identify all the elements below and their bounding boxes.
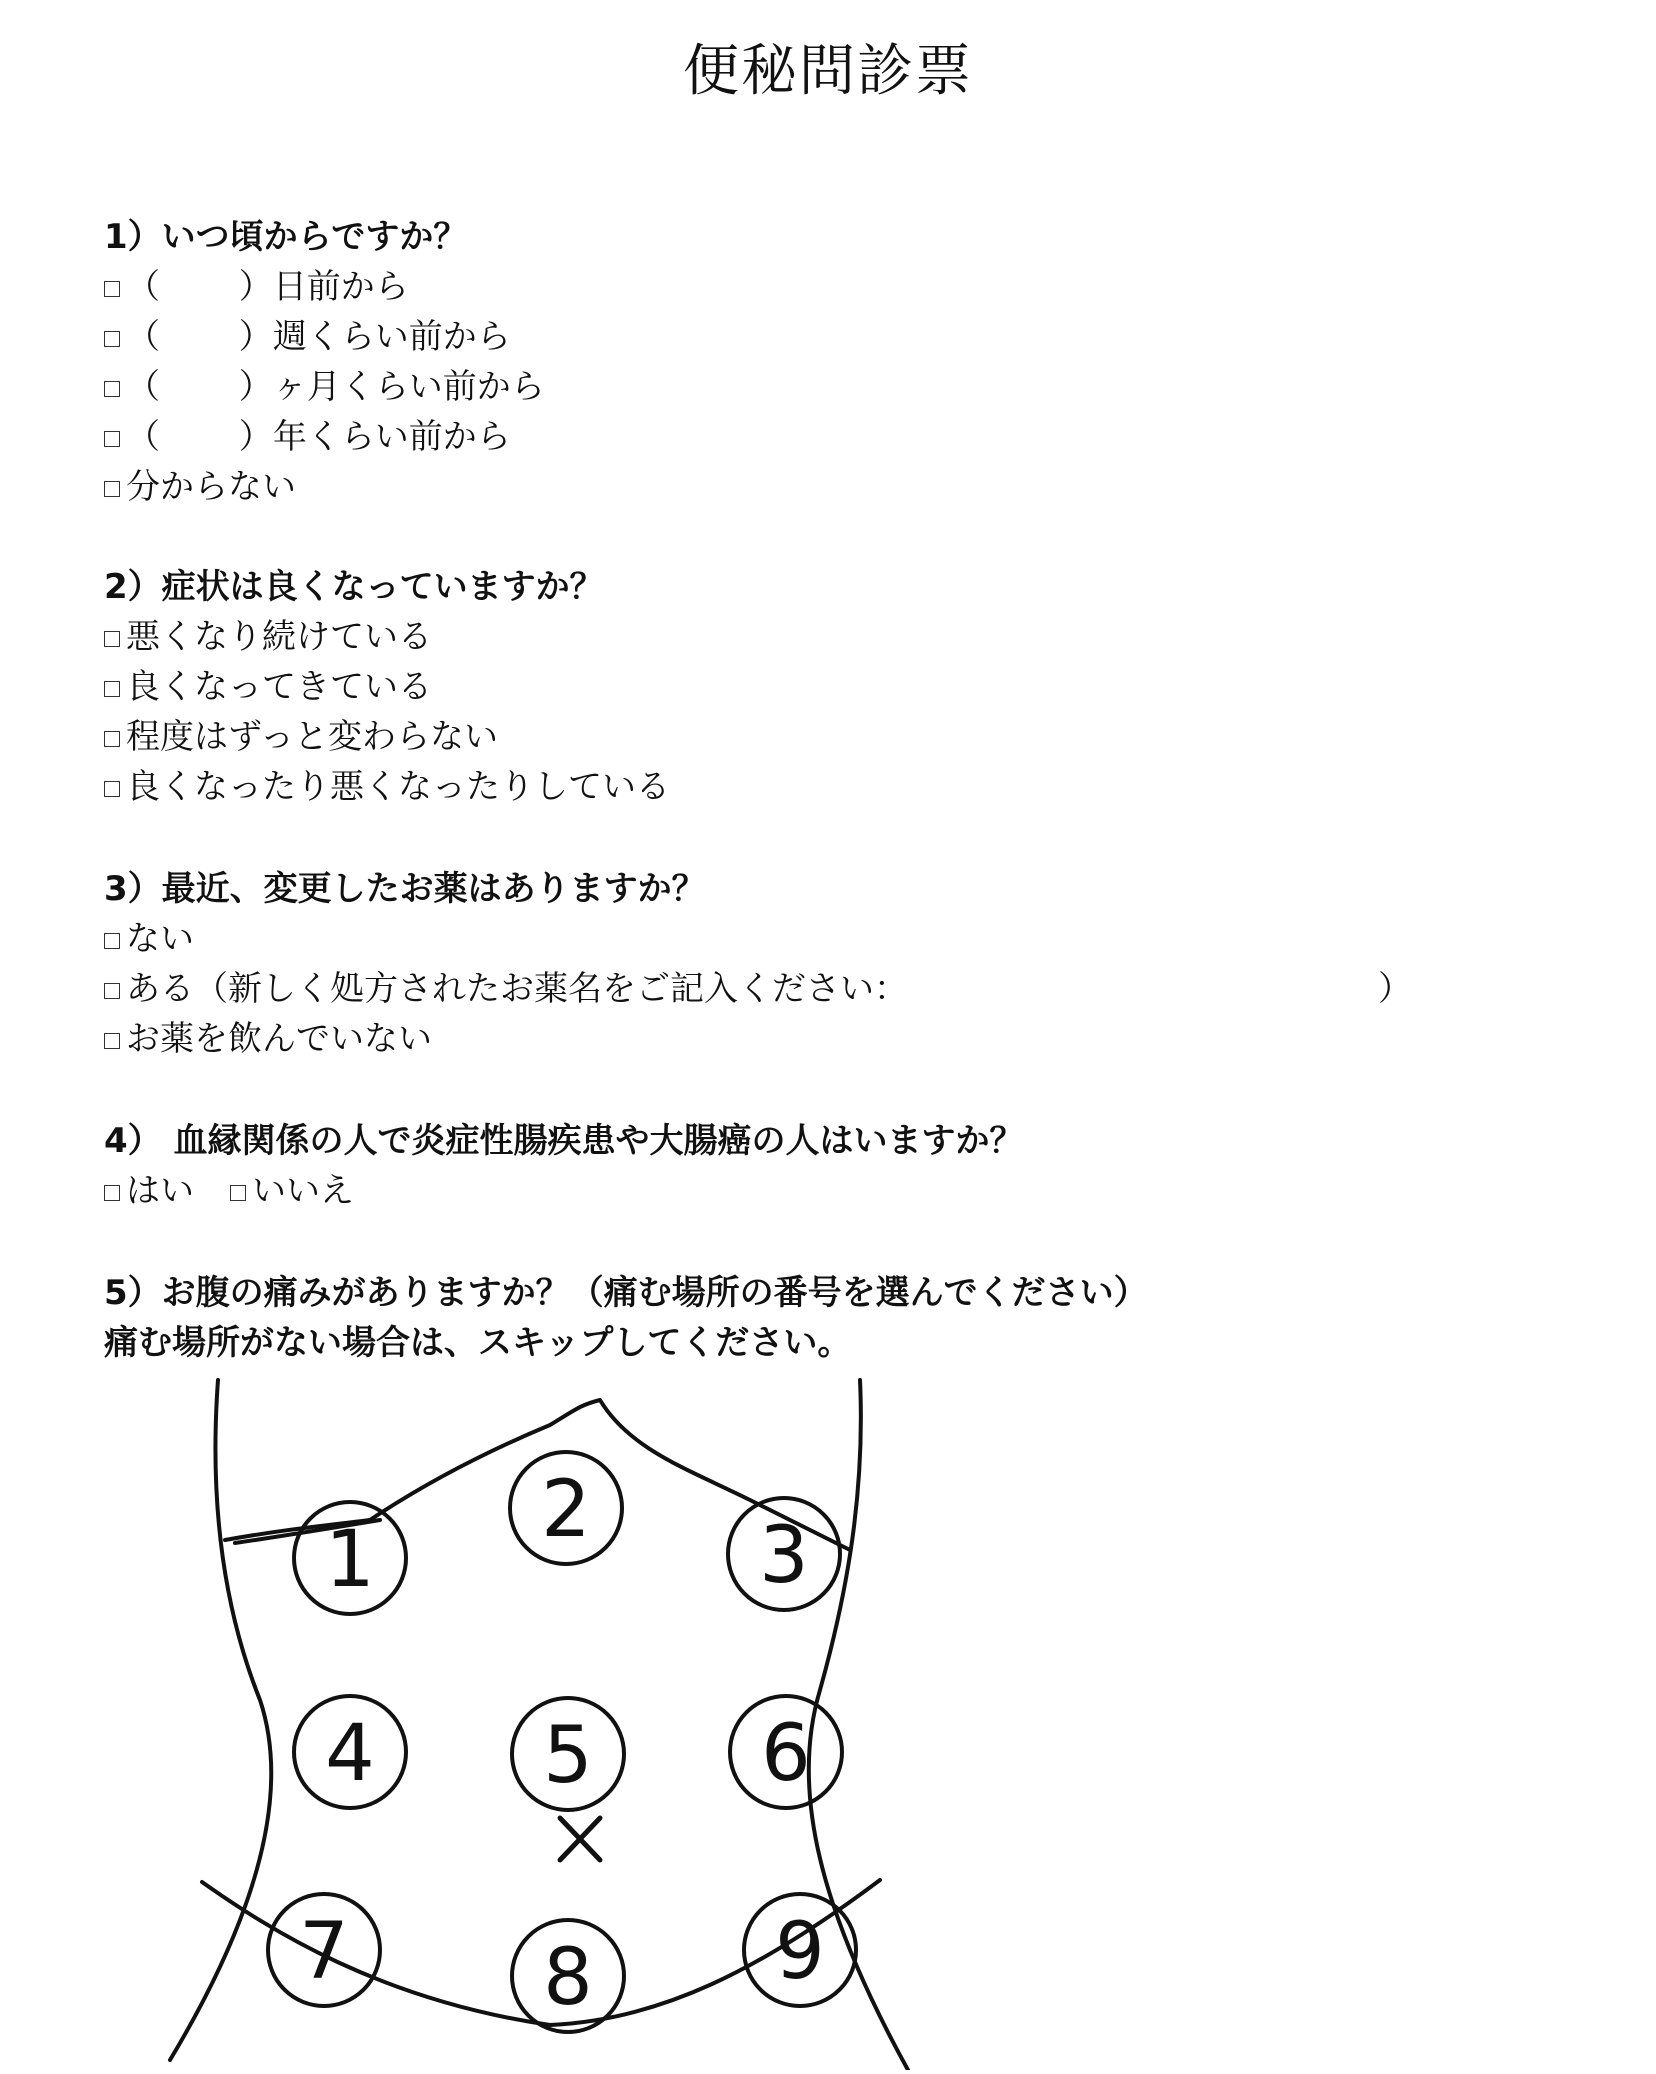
q1-option-days[interactable] — [104, 262, 1604, 312]
checkbox[interactable] — [104, 681, 120, 697]
checkbox[interactable] — [104, 933, 120, 949]
region-3[interactable]: 3 — [759, 1511, 809, 1601]
region-8[interactable]: 8 — [543, 1933, 593, 2023]
region-4[interactable]: 4 — [325, 1709, 375, 1799]
checkbox[interactable] — [104, 481, 120, 497]
q2-option[interactable] — [104, 712, 1604, 762]
blank-input[interactable]: （ ） — [126, 317, 273, 357]
q3-option-yes[interactable] — [104, 964, 1604, 1014]
option-label: お薬を飲んでいない — [126, 1019, 432, 1059]
navel-mark — [560, 1818, 600, 1860]
region-7[interactable]: 7 — [299, 1907, 349, 1997]
form-title: 便秘問診票 — [683, 39, 973, 104]
q1-option-months[interactable] — [104, 362, 1604, 412]
option-label: ヶ月くらい前から — [272, 367, 545, 407]
region-6[interactable]: 6 — [761, 1709, 811, 1799]
q3-option-not-taking[interactable] — [104, 1014, 1604, 1064]
q1-option-weeks[interactable] — [104, 312, 1604, 362]
option-label: 良くなったり悪くなったりしている — [126, 767, 670, 807]
checkbox[interactable] — [104, 1033, 120, 1049]
question-1-text: 1）いつ頃からですか？ — [104, 217, 468, 257]
q2-option[interactable] — [104, 662, 1604, 712]
question-5-note: 痛む場所がない場合は、スキップしてください。 — [104, 1323, 852, 1363]
question-4-section — [104, 1116, 1604, 1216]
q1-option-unknown[interactable] — [104, 462, 1604, 512]
rib-line — [225, 1400, 850, 1550]
checkbox-no[interactable] — [230, 1185, 246, 1201]
option-label: 程度はずっと変わらない — [126, 717, 498, 757]
option-label: 分からない — [126, 467, 296, 507]
question-2-section — [104, 562, 1604, 812]
checkbox[interactable] — [104, 431, 120, 447]
option-no-label: いいえ — [252, 1171, 354, 1211]
question-3-text: 3）最近、変更したお薬はありますか？ — [104, 869, 706, 909]
q2-option[interactable] — [104, 612, 1604, 662]
checkbox[interactable] — [104, 731, 120, 747]
abdomen-diagram — [150, 1370, 950, 2070]
region-9[interactable]: 9 — [775, 1907, 825, 1997]
question-5-text: 5）お腹の痛みがありますか？（痛む場所の番号を選んでください） — [104, 1273, 1148, 1313]
checkbox[interactable] — [104, 331, 120, 347]
question-3-section — [104, 864, 1604, 1064]
region-5[interactable]: 5 — [543, 1711, 593, 1801]
torso-left-outline — [170, 1380, 271, 2060]
option-label: 週くらい前から — [272, 317, 511, 357]
option-label: ない — [126, 919, 194, 959]
option-yes-label: はい — [126, 1171, 194, 1211]
option-label: 悪くなり続けている — [126, 617, 432, 657]
question-1-section — [104, 212, 1604, 512]
question-5-section — [104, 1268, 1604, 1368]
checkbox[interactable] — [104, 631, 120, 647]
option-label: 日前から — [272, 267, 409, 307]
checkbox[interactable] — [104, 381, 120, 397]
checkbox[interactable] — [104, 781, 120, 797]
blank-input[interactable]: （ ） — [126, 267, 273, 307]
option-label: 良くなってきている — [126, 667, 432, 707]
q4-options — [104, 1166, 1604, 1216]
checkbox-yes[interactable] — [104, 1185, 120, 1201]
option-label: ある（新しく処方されたお薬名をご記入ください： — [126, 969, 908, 1009]
region-1[interactable]: 1 — [325, 1515, 375, 1605]
question-2-text: 2）症状は良くなっていますか？ — [104, 567, 604, 607]
blank-input[interactable]: （ ） — [126, 417, 273, 457]
checkbox[interactable] — [104, 281, 120, 297]
closing-paren: ） — [1378, 969, 1412, 1009]
question-4-text: 4） 血縁関係の人で炎症性腸疾患や大腸癌の人はいますか？ — [104, 1121, 1024, 1161]
blank-input[interactable]: （ ） — [126, 367, 273, 407]
q1-option-years[interactable] — [104, 412, 1604, 462]
region-2[interactable]: 2 — [541, 1465, 591, 1555]
option-label: 年くらい前から — [272, 417, 511, 457]
q3-option-none[interactable] — [104, 914, 1604, 964]
q2-option[interactable] — [104, 762, 1604, 812]
checkbox[interactable] — [104, 983, 120, 999]
